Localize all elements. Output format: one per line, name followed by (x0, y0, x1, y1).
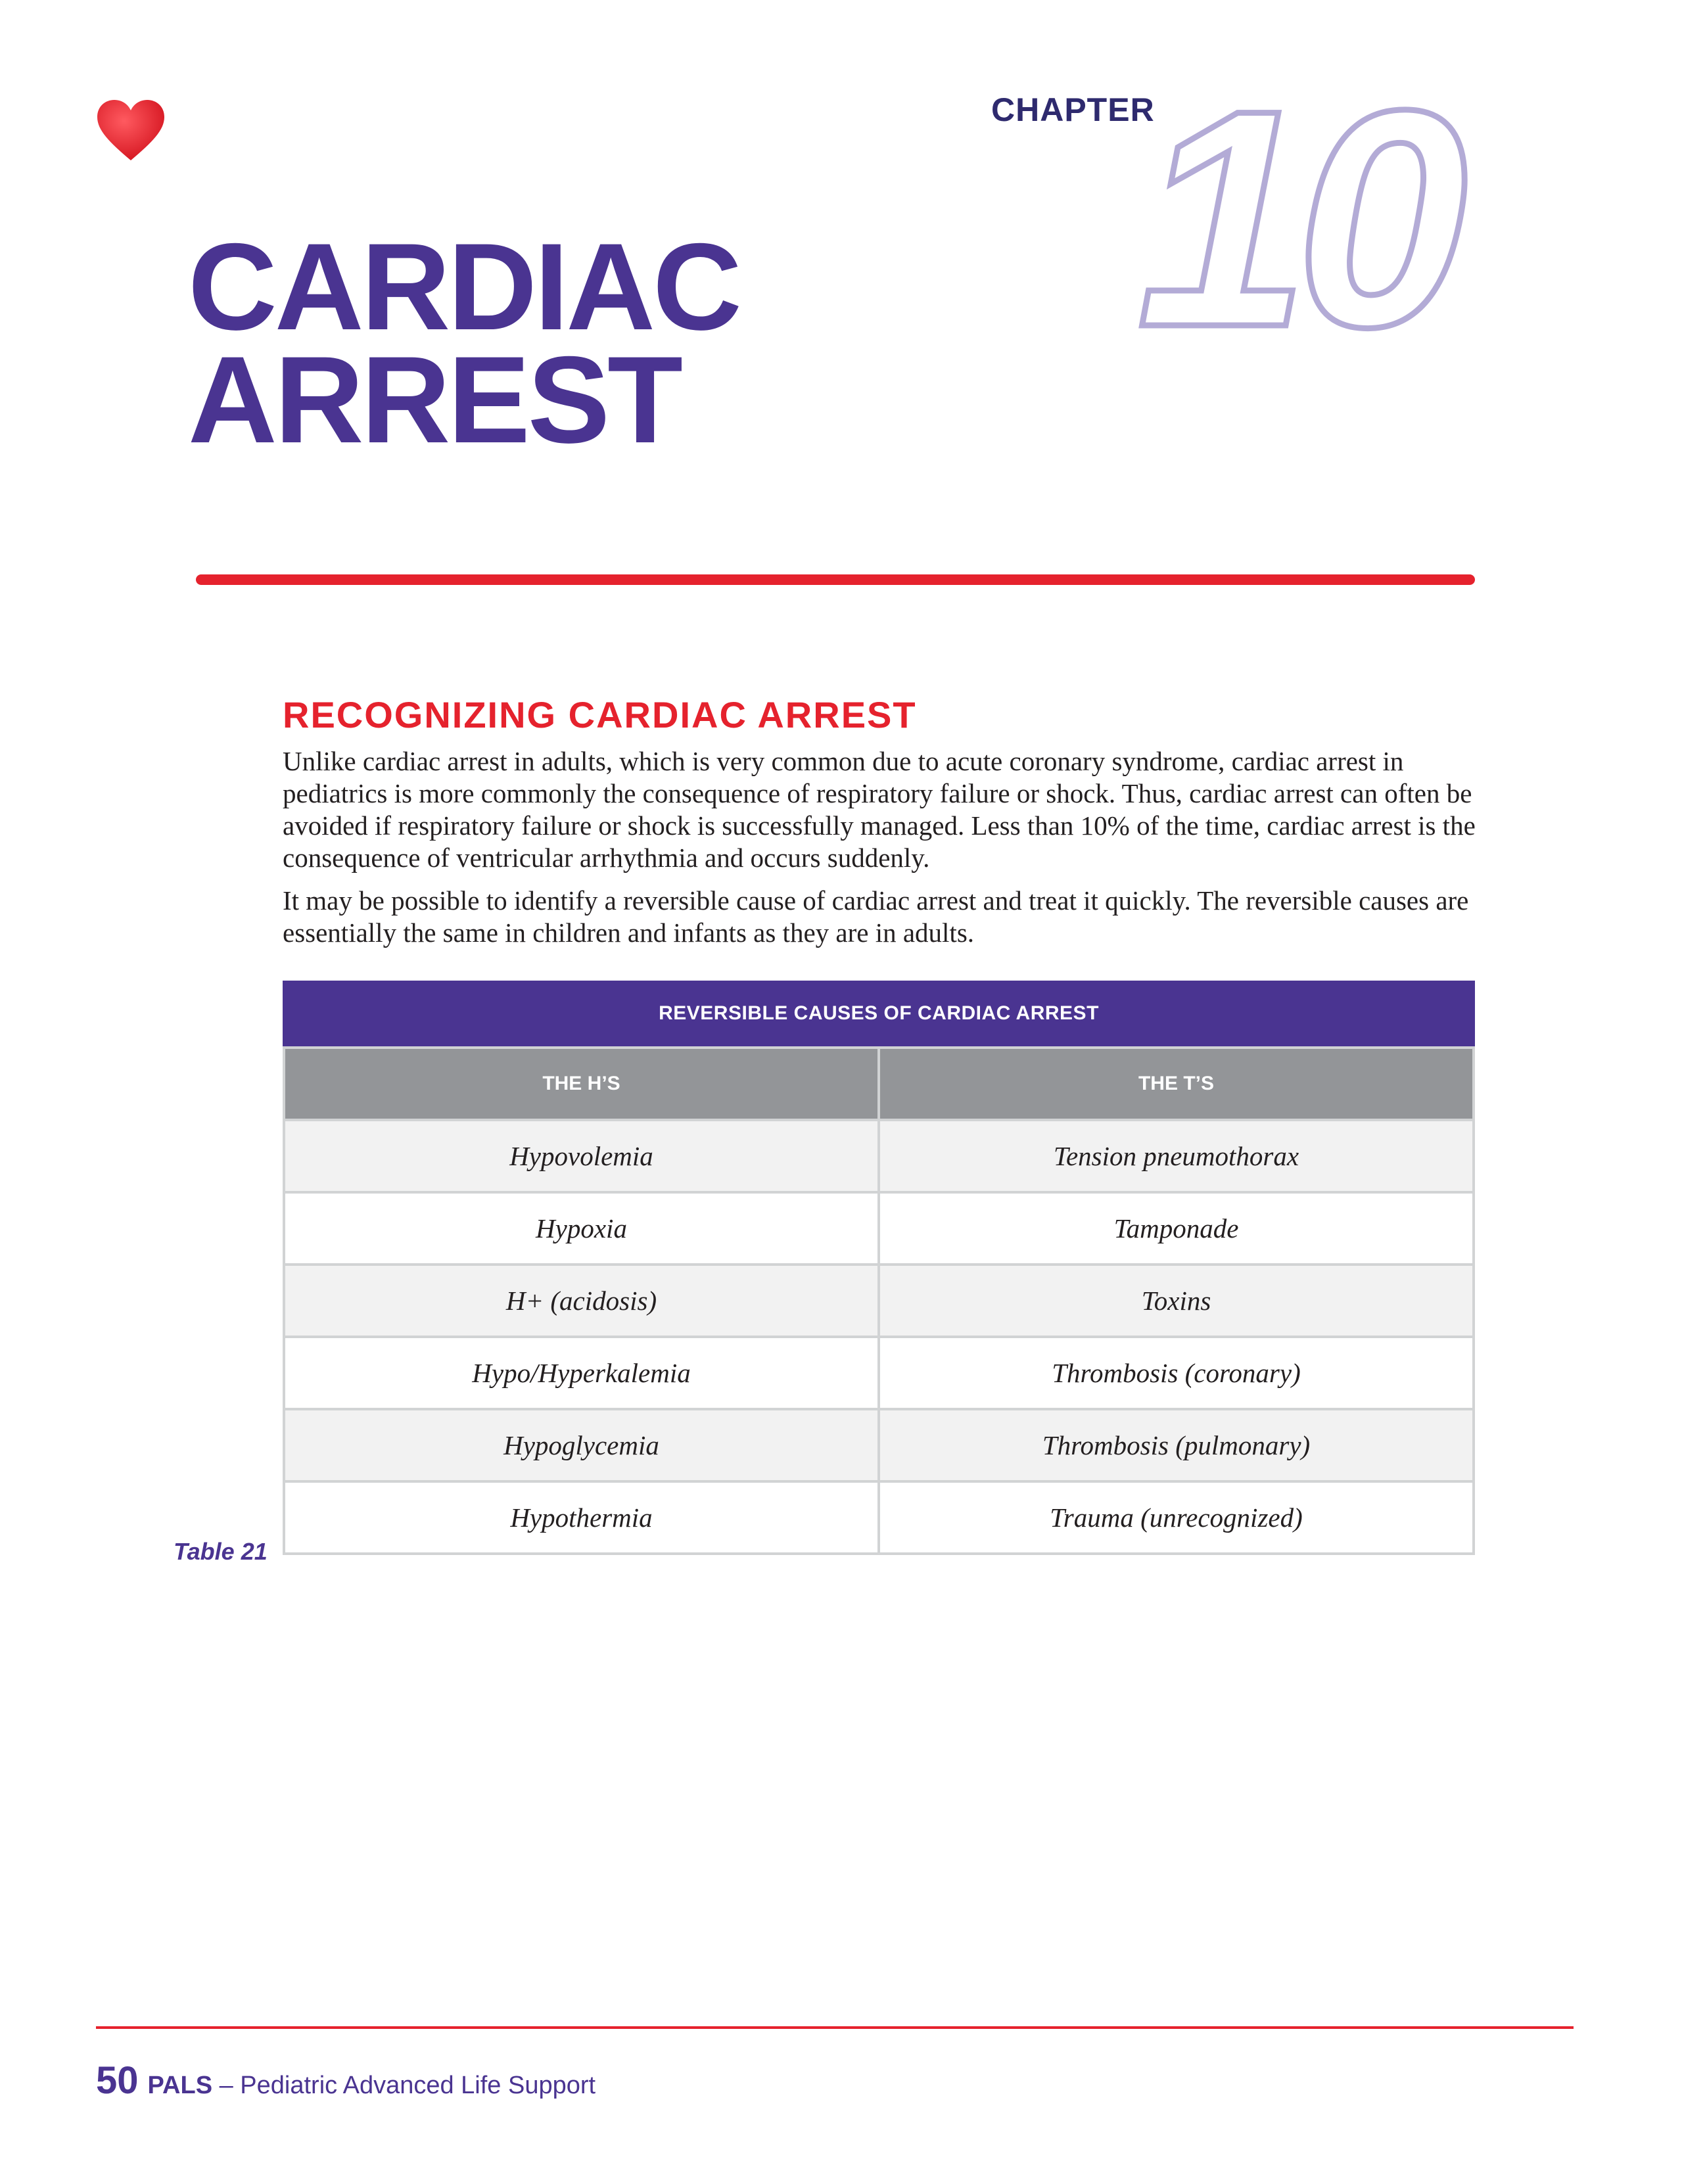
paragraph-2: It may be possible to identify a reversible cause of cardiac arrest and treat it quickly. The reversible causes are essentially the same in children and infants as they are in adults. (283, 885, 1469, 948)
table-title: REVERSIBLE CAUSES OF CARDIAC ARREST (283, 981, 1475, 1046)
chapter-number-text: 10 (1137, 72, 1455, 348)
page-number: 50 (96, 2059, 139, 2102)
table-cell: Toxins (879, 1265, 1474, 1337)
chapter-number (1117, 72, 1512, 348)
title-divider (196, 574, 1475, 585)
table-row (284, 1337, 1474, 1409)
table-cell: Hypovolemia (284, 1120, 879, 1192)
page-title (188, 218, 739, 469)
title-line-2: ARREST (188, 331, 680, 469)
table-row (284, 1265, 1474, 1337)
table-row (284, 1192, 1474, 1265)
footer-subtitle: – Pediatric Advanced Life Support (212, 2072, 596, 2099)
table-cell: Hypothermia (284, 1481, 879, 1554)
table-row (284, 1481, 1474, 1554)
table-cell: Thrombosis (coronary) (879, 1337, 1474, 1409)
footer-divider (96, 2026, 1574, 2029)
table-label: Table 21 (174, 1538, 268, 1565)
footer-brand: PALS (147, 2072, 213, 2099)
table-cell: Hypoglycemia (284, 1409, 879, 1481)
page-footer (96, 2058, 596, 2103)
table-cell: Hypoxia (284, 1192, 879, 1265)
table-cell: Tension pneumothorax (879, 1120, 1474, 1192)
title-line-1: CARDIAC (188, 218, 739, 356)
table-cell: Trauma (unrecognized) (879, 1481, 1474, 1554)
table-cell: H+ (acidosis) (284, 1265, 879, 1337)
column-header-ts: THE T’S (879, 1048, 1474, 1120)
table-row (284, 1409, 1474, 1481)
heart-icon (96, 99, 166, 162)
section-heading: RECOGNIZING CARDIAC ARREST (283, 694, 917, 735)
table-row (284, 1120, 1474, 1192)
table-cell: Tamponade (879, 1192, 1474, 1265)
table-cell: Thrombosis (pulmonary) (879, 1409, 1474, 1481)
table-cell: Hypo/Hyperkalemia (284, 1337, 879, 1409)
column-header-hs: THE H’S (284, 1048, 879, 1120)
paragraph-1: Unlike cardiac arrest in adults, which is very common due to acute coronary syndrome, cardiac arrest in pediatrics is more commonly the consequence of respiratory failure or shock. Thus, cardiac arrest can often be avoided if respiratory failure or shock is successfully managed. Less than 10% of the time, cardiac arrest is the consequence of ventricular arrhythmia and occurs suddenly. (283, 746, 1476, 873)
reversible-causes-table (283, 981, 1475, 1555)
chapter-label: CHAPTER (991, 91, 1155, 128)
body-text (283, 745, 1485, 960)
